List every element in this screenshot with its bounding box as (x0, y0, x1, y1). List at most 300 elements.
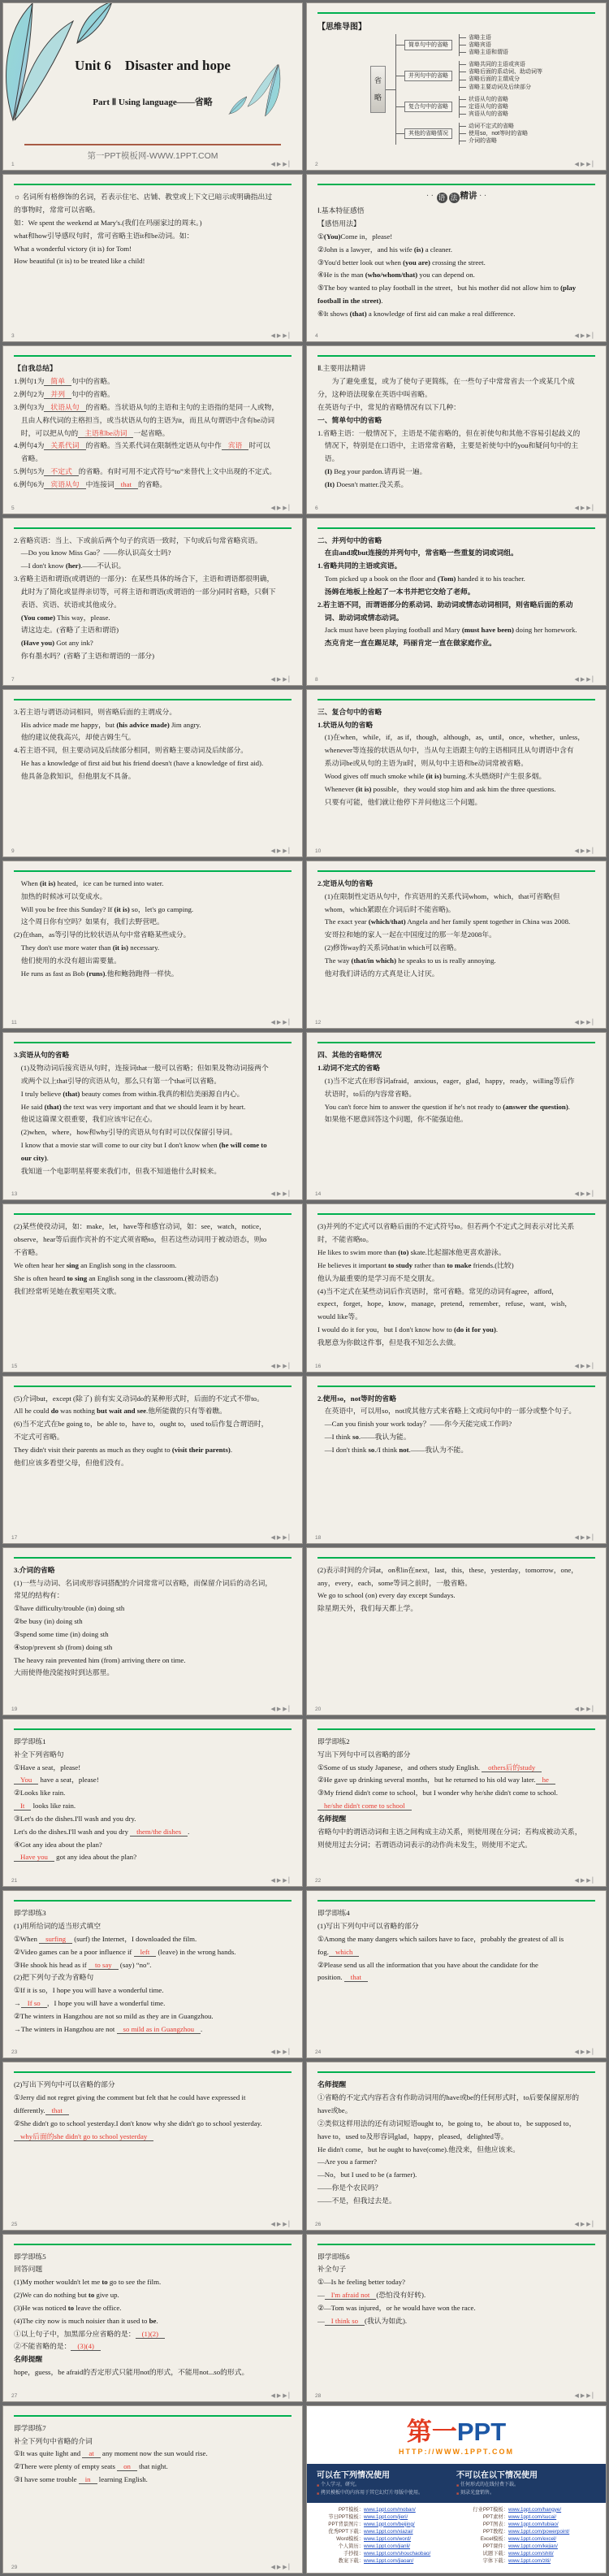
slide-body (3, 2077, 302, 2143)
text-segment: differently. (14, 2106, 45, 2115)
prev-slide-button[interactable]: ◀ (574, 2049, 581, 2056)
prev-slide-button[interactable]: ◀ (574, 161, 581, 168)
text-segment: (it is) (112, 943, 129, 952)
blank-answer: to say (89, 1961, 119, 1970)
text-line: —Are you a farmer? (317, 2158, 378, 2166)
text-line: 在英语中，可以用so，not或其他方式来省略上文或问句中的一部分或整个句子。 (317, 1407, 577, 1416)
prev-slide-button[interactable]: ◀ (574, 1877, 581, 1884)
text-line: 系动词be或从句的主语为it时，则从句中主语和be动词常被省略。 (317, 759, 529, 768)
last-slide-button[interactable]: ▶▏ (283, 1877, 295, 1884)
text-line: 不定式可省略。 (14, 1433, 64, 1442)
prev-slide-button[interactable]: ◀ (270, 504, 277, 511)
last-slide-button[interactable]: ▶▏ (586, 332, 598, 340)
text-line (317, 878, 595, 891)
next-slide-button[interactable]: ▶ (580, 2392, 587, 2399)
next-slide-button[interactable]: ▶ (276, 2563, 283, 2570)
slide-top-rule (317, 1213, 595, 1215)
footer-link-row (456, 2543, 601, 2550)
next-slide-button[interactable]: ▶ (580, 847, 587, 854)
prev-slide-button[interactable]: ◀ (270, 332, 277, 340)
last-slide-button[interactable]: ▶▏ (586, 504, 598, 511)
page-number: 10 (315, 848, 322, 854)
part-subtitle: Part Ⅱ Using language——省略 (93, 98, 213, 107)
text-segment: (You come) (20, 613, 56, 622)
last-slide-button[interactable]: ▶▏ (283, 2049, 295, 2056)
mindmap-label: 【思维导图】 (317, 23, 366, 32)
text-line (14, 479, 292, 492)
next-slide-button[interactable]: ▶ (580, 1533, 587, 1541)
text-line: (1)在when，while，if，as if，though，although，as，until，once，whether，unless， (317, 733, 585, 742)
footer-link-label: 优秀PPT下载： (328, 2528, 364, 2535)
text-segment: heated，ice can be turned into water. (55, 878, 164, 887)
text-line: ②Looks like rain. (14, 1789, 66, 1798)
next-slide-button[interactable]: ▶ (276, 2392, 283, 2399)
text-line (14, 2131, 292, 2144)
text-line (14, 388, 292, 401)
last-slide-button[interactable]: ▶▏ (283, 332, 295, 340)
text-line (317, 1800, 595, 1813)
text-segment: (Tom) (437, 575, 456, 583)
text-line (14, 1946, 292, 1959)
next-slide-button[interactable]: ▶ (580, 504, 587, 511)
blank-answer: others后的study (482, 1763, 542, 1772)
text-line: ①Jerry did not regret giving the comment but felt that he could have expressed it (14, 2093, 246, 2102)
prev-slide-button[interactable]: ◀ (574, 675, 581, 683)
prev-slide-button[interactable]: ◀ (270, 1190, 277, 1198)
footer-link[interactable]: www.1ppt.com/moban/ (364, 2506, 416, 2513)
next-slide-button[interactable]: ▶ (276, 1533, 283, 1541)
last-slide-button[interactable]: ▶▏ (283, 2392, 295, 2399)
text-line: 3.若主语与谓语动词相同，则省略后面的主谓成分。 (14, 707, 177, 716)
usage-item-text: 刻录光盘销售。 (460, 2490, 495, 2496)
root-char: 略 (374, 93, 382, 102)
text-segment: rather than (412, 1260, 447, 1269)
slide-top-rule (317, 870, 595, 872)
prev-slide-button[interactable]: ◀ (270, 2392, 277, 2399)
text-line (317, 1444, 595, 1457)
text-line (317, 955, 595, 968)
text-line: How beautiful (it is) to be treated like a child! (14, 257, 145, 266)
next-slide-button[interactable]: ▶ (580, 2220, 587, 2227)
text-line: 此时为了简化或显得亲切等，可将主语和谓语(或谓语的一部分)同时省略，只剩下 (14, 587, 276, 596)
text-segment: ⑥It shows (317, 309, 350, 318)
blank-answer: why后面的she didn't go to school yesterday (14, 2132, 153, 2141)
prev-slide-button[interactable]: ◀ (270, 1533, 277, 1541)
last-slide-button[interactable]: ▶▏ (586, 2049, 598, 2056)
slide-24 (306, 1890, 607, 2058)
text-line: hope，guess，be afraid的否定形式只能用not的形式，不能用not...so的形式。 (14, 2368, 249, 2377)
prev-slide-button[interactable]: ◀ (574, 2220, 581, 2227)
last-slide-button[interactable]: ▶▏ (586, 847, 598, 854)
prev-slide-button[interactable]: ◀ (574, 2392, 581, 2399)
next-slide-button[interactable]: ▶ (276, 161, 283, 168)
prev-slide-button[interactable]: ◀ (270, 1877, 277, 1884)
text-line (317, 308, 595, 321)
text-line (317, 1946, 595, 1959)
blank-answer: 宾语从句 (44, 480, 85, 489)
page-number: 20 (315, 1706, 322, 1712)
text-segment: 3.介词的省略 (14, 1565, 55, 1574)
next-slide-button[interactable]: ▶ (580, 1877, 587, 1884)
text-segment: (that) (44, 1102, 62, 1111)
slide-top-rule (317, 2071, 595, 2073)
branch-leaves (459, 61, 542, 90)
last-slide-button[interactable]: ▶▏ (283, 1362, 295, 1369)
last-slide-button[interactable]: ▶▏ (586, 1362, 598, 1369)
text-segment: —I think (317, 1433, 353, 1442)
slide-9 (2, 689, 303, 857)
text-line: observe，hear等后面作宾补的不定式须省略to，但若这些动词用于被动语态，则to (14, 1235, 267, 1244)
last-slide-button[interactable]: ▶▏ (586, 1877, 598, 1884)
slide-top-rule (14, 2415, 292, 2417)
text-segment: His advice made me happy，but (14, 720, 117, 729)
blank-answer: If so (21, 1999, 47, 2008)
text-line (317, 719, 595, 732)
leaf-node: 动词不定式的省略 (460, 123, 528, 130)
text-segment: ①It was quite light and (14, 2449, 83, 2458)
page-number: 9 (11, 848, 15, 854)
text-segment: ②Video games can be a poor influence if (14, 1947, 134, 1956)
text-segment: This way，please. (55, 613, 110, 622)
footer-link[interactable]: www.1ppt.com/tubiao/ (508, 2521, 559, 2527)
prev-slide-button[interactable]: ◀ (270, 675, 277, 683)
footer-link[interactable]: www.1ppt.com/shiti/ (508, 2551, 554, 2557)
text-segment: football in the street) (317, 296, 382, 305)
footer-link[interactable]: www.1ppt.com/hangye/ (508, 2506, 562, 2513)
text-line (14, 1800, 292, 1813)
text-segment: 名师提醒 (14, 2355, 43, 2364)
footer-link[interactable]: www.1ppt.com/kejian/ (508, 2543, 558, 2550)
last-slide-button[interactable]: ▶▏ (283, 1019, 295, 1026)
text-line: 你有墨水吗？(省略了主语和谓语的一部分) (14, 652, 155, 661)
text-line: 写出下列句中可以省略的部分 (317, 1750, 411, 1759)
text-segment: 1.例句1为 (14, 377, 45, 386)
text-line (317, 637, 595, 650)
leaf-node: 状语从句的省略 (460, 96, 508, 103)
last-slide-button[interactable]: ▶▏ (283, 1705, 295, 1712)
footer-link-row (312, 2506, 456, 2513)
prev-slide-button[interactable]: ◀ (574, 1362, 581, 1369)
text-line (317, 560, 595, 573)
text-segment (14, 639, 21, 647)
footer-link-row (312, 2550, 456, 2557)
text-line (317, 244, 595, 257)
text-line: ④Got any idea about the plan? (14, 1840, 102, 1849)
next-slide-button[interactable]: ▶ (276, 1877, 283, 1884)
text-segment: 汤姆在地板上捡起了一本书并把它交给了老师。 (317, 587, 475, 596)
text-segment: necessary. (128, 943, 160, 952)
prev-slide-button[interactable]: ◀ (270, 1019, 277, 1026)
text-line (317, 295, 595, 308)
text-segment: ③I have some trouble (14, 2475, 79, 2484)
text-line: 补全下列句中省略的介词 (14, 2436, 93, 2445)
last-slide-button[interactable]: ▶▏ (283, 504, 295, 511)
footer-link[interactable]: www.1ppt.com/xiazai/ (364, 2528, 413, 2535)
footer-link[interactable]: www.1ppt.com/ziti/ (508, 2558, 551, 2565)
slide-12 (306, 861, 607, 1029)
text-line (14, 1933, 292, 1946)
slide-body (307, 2077, 606, 2207)
prev-slide-button[interactable]: ◀ (270, 161, 277, 168)
text-segment: .他所能做的只有等着瞧。 (146, 1407, 227, 1416)
text-line: ②—Tom was injured，or he would have won the race. (317, 2303, 476, 2312)
text-segment: Tom picked up a book on the floor and (317, 575, 438, 583)
next-slide-button[interactable]: ▶ (580, 1362, 587, 1369)
next-slide-button[interactable]: ▶ (276, 504, 283, 511)
slide-nav (574, 505, 598, 511)
text-line: 在英语句子中，常见的省略情况有以下几种： (317, 402, 460, 411)
text-segment: an English song in the classroom.(被动语态) (87, 1273, 218, 1282)
footer-link-label: PPT课件： (482, 2543, 508, 2550)
slide-body (3, 1047, 302, 1177)
text-segment: (his advice made) (116, 720, 170, 729)
footer-link[interactable]: www.1ppt.com/beijing/ (364, 2521, 415, 2527)
text-segment: Beg your pardon.请再说一遍。 (332, 467, 427, 476)
text-segment: 2.定语从句的省略 (317, 878, 374, 887)
text-line: (2)在than，as等引导的比较状语从句中常省略某些成分。 (14, 930, 191, 939)
mindmap (307, 34, 606, 145)
usage-allowed-title: 可以在下列情况使用 (317, 2471, 390, 2481)
next-slide-button[interactable]: ▶ (276, 1019, 283, 1026)
text-segment: 的省略。 (138, 479, 167, 488)
text-segment: an English song in the classroom. (78, 1260, 177, 1269)
text-line (14, 560, 292, 573)
slide-5 (2, 345, 303, 514)
slide-nav (574, 1190, 598, 1197)
text-segment: They didn't visit their parents as much as they ought to (14, 1445, 172, 1454)
text-line: 表语、宾语、状语或其他成分。 (14, 600, 121, 609)
leaf-node: 定语从句的省略 (460, 103, 508, 111)
text-segment: She is often heard (14, 1273, 67, 1282)
next-slide-button[interactable]: ▶ (276, 2220, 283, 2227)
next-slide-button[interactable]: ▶ (276, 332, 283, 340)
prev-slide-button[interactable]: ◀ (270, 847, 277, 854)
footer-link[interactable]: www.1ppt.com/jiaoan/ (364, 2558, 414, 2565)
slide-10 (306, 689, 607, 857)
footer-link[interactable]: www.1ppt.com/jianli/ (364, 2543, 411, 2550)
text-segment: He said (14, 1102, 45, 1111)
prev-slide-button[interactable]: ◀ (574, 504, 581, 511)
text-segment: 杰克肯定一直在踢足球，玛丽肯定一直在做家庭作业。 (317, 639, 496, 648)
next-slide-button[interactable]: ▶ (276, 2049, 283, 2056)
text-segment: so (352, 1433, 359, 1442)
square-bullet-icon: ■ (456, 2491, 460, 2496)
text-segment: (1)My mother wouldn't let me (14, 2278, 102, 2287)
blank-answer: he/she didn't come to school (317, 1802, 412, 1811)
slide-nav (574, 1706, 598, 1712)
last-slide-button[interactable]: ▶▏ (283, 2563, 295, 2570)
text-segment: Will you be free this Sunday? If (14, 904, 114, 913)
next-slide-button[interactable]: ▶ (580, 1705, 587, 1712)
next-slide-button[interactable]: ▶ (580, 675, 587, 683)
text-line: have或be。 (317, 2106, 352, 2115)
prev-slide-button[interactable]: ◀ (574, 847, 581, 854)
slide-top-rule (317, 2244, 595, 2245)
page-number: 8 (315, 676, 318, 683)
page-number: 6 (315, 505, 318, 511)
text-segment: but wait and see (97, 1407, 147, 1416)
next-slide-button[interactable]: ▶ (580, 1190, 587, 1198)
last-slide-button[interactable]: ▶▏ (586, 2392, 598, 2399)
footer-link[interactable]: www.1ppt.com/word/ (364, 2536, 412, 2543)
slide-nav (270, 505, 295, 511)
last-slide-button[interactable]: ▶▏ (586, 2220, 598, 2227)
text-line: —Can you finish your work today？——你今天能完成工作吗? (317, 1420, 512, 1429)
slide-nav (574, 1019, 598, 1026)
text-segment: a cleaner. (423, 245, 452, 254)
next-slide-button[interactable]: ▶ (276, 675, 283, 683)
text-line: ☼ 名词所有格修饰的名词，若表示住宅、店铺、教堂或上下文已暗示或明确指出过 (14, 193, 273, 202)
mindmap-branches (395, 34, 542, 145)
text-line (14, 637, 292, 650)
leaf-node: 省略后面的主谓成分 (460, 76, 542, 83)
last-slide-button[interactable]: ▶▏ (283, 1533, 295, 1541)
page-number: 26 (315, 2221, 322, 2227)
text-segment: (to) (398, 1248, 409, 1257)
blank-answer: 简单 (44, 377, 71, 386)
last-slide-button[interactable]: ▶▏ (586, 161, 598, 168)
next-slide-button[interactable]: ▶ (580, 332, 587, 340)
text-line: any，every，each，some等词之前时，一般省略。 (317, 1578, 473, 1587)
usage-item-text: 任何形式的在线付费下载。 (460, 2483, 520, 2488)
last-slide-button[interactable]: ▶▏ (586, 675, 598, 683)
text-line (317, 624, 595, 637)
slide-nav (574, 2221, 598, 2227)
footer-links-right (456, 2506, 601, 2565)
leaf-node: 省略主语和谓语 (460, 49, 508, 56)
footer-link[interactable]: www.1ppt.com/excel/ (508, 2536, 557, 2543)
text-segment: 名师提醒 (317, 2080, 347, 2089)
footer-link-label: 行业PPT模板： (473, 2506, 508, 2513)
next-slide-button[interactable]: ▶ (276, 1190, 283, 1198)
text-line: 即学即练3 (14, 1909, 46, 1918)
footer-link-label: 试题下载： (482, 2551, 508, 2557)
page-number: 16 (315, 1363, 322, 1369)
footer-link[interactable]: www.1ppt.com/shouchaobao/ (364, 2551, 431, 2557)
prev-slide-button[interactable]: ◀ (270, 2049, 277, 2056)
text-segment: (visit their parents) (171, 1445, 231, 1454)
next-slide-button[interactable]: ▶ (580, 2049, 587, 2056)
usage-item (456, 2482, 596, 2490)
last-slide-button[interactable]: ▶▏ (586, 1533, 598, 1541)
last-slide-button[interactable]: ▶▏ (283, 1190, 295, 1198)
text-line: ④stop/prevent sb (from) doing sth (14, 1642, 113, 1651)
prev-slide-button[interactable]: ◀ (270, 2220, 277, 2227)
slide-body (3, 1563, 302, 1680)
text-line: ③spend some time (in) doing sth (14, 1629, 109, 1638)
slide-top-rule (14, 527, 292, 529)
text-line (14, 1444, 292, 1457)
text-segment: (it is) (40, 878, 56, 887)
usage-item-text: 拷贝模板中的内容用于其它幻灯片母版中使用。 (321, 2490, 424, 2496)
grammar-header (307, 189, 606, 203)
next-slide-button[interactable]: ▶ (276, 847, 283, 854)
text-segment: When (14, 878, 41, 887)
square-bullet-icon: ■ (456, 2483, 460, 2489)
text-line (317, 1062, 595, 1075)
footer-link[interactable]: www.1ppt.com/sucai/ (508, 2513, 557, 2520)
last-slide-button[interactable]: ▶▏ (283, 847, 295, 854)
text-line: 状语时，to后的内容常省略。 (317, 1089, 417, 1098)
prev-slide-button[interactable]: ◀ (270, 1362, 277, 1369)
text-line: (5)介词but，except (除了) 前有实义动词do的某种形式时，后面的不定式不带to。 (14, 1394, 264, 1403)
text-segment: All he could (14, 1407, 51, 1416)
slide-top-rule (317, 1728, 595, 1730)
text-segment: 的省略。当状语从句的主语和主句的主语指的是同一人或物， (85, 402, 279, 411)
next-slide-button[interactable]: ▶ (276, 1705, 283, 1712)
slide-18 (306, 1376, 607, 1544)
prev-slide-button[interactable]: ◀ (270, 1705, 277, 1712)
slide-body (307, 1906, 606, 1984)
text-line: 4.若主语不同，但主要动词及后续部分相同，则省略主要动词及后续部分。 (14, 746, 248, 755)
text-line: 他具备急救知识，但他朋友不具备。 (14, 771, 136, 780)
text-segment: 的省略。有时可用不定式符号“to”来替代上文中出现的不定式。 (78, 467, 277, 476)
slide-top-rule (14, 1557, 292, 1559)
text-line (317, 535, 595, 548)
next-slide-button[interactable]: ▶ (276, 1362, 283, 1369)
text-line: —Do you know Miss Gao？——你认识高女士吗? (14, 549, 171, 557)
slide-nav (574, 848, 598, 854)
page-number: 1 (11, 162, 15, 168)
prev-slide-button[interactable]: ◀ (270, 2563, 277, 2570)
text-line: (1)一些与动词、名词或形容词搭配的介词常常可以省略，而保留介词后的动名词， (14, 1578, 273, 1587)
grammar-header-text: 精讲 (460, 192, 477, 202)
mindmap-branch (396, 96, 542, 118)
text-line: ②Please send us all the information that you have about the candidate for the (317, 1960, 538, 1969)
text-line: 他的建议使我高兴，却使吉姆生气。 (14, 733, 136, 742)
last-slide-button[interactable]: ▶▏ (586, 1705, 598, 1712)
last-slide-button[interactable]: ▶▏ (283, 2220, 295, 2227)
slide-top-rule (14, 870, 292, 872)
last-slide-button[interactable]: ▶▏ (586, 1019, 598, 1026)
text-line: would like等。 (317, 1312, 362, 1321)
leaf-node: 使用so，not等时的省略 (460, 130, 528, 137)
footer-link[interactable]: www.1ppt.com/jieri/ (364, 2513, 408, 2520)
prev-slide-button[interactable]: ◀ (574, 1190, 581, 1198)
text-line (317, 257, 595, 270)
text-segment (14, 614, 21, 622)
last-slide-button[interactable]: ▶▏ (586, 1190, 598, 1198)
slide-top-rule (14, 1728, 292, 1730)
grammar-badge: 法 (449, 193, 460, 203)
text-segment: (it is) (356, 784, 372, 793)
text-line (14, 942, 292, 955)
slide-nav (270, 2392, 295, 2399)
last-slide-button[interactable]: ▶▏ (283, 161, 295, 168)
text-segment: ①以上句子中，加黑部分应省略的是： (14, 2329, 136, 2338)
prev-slide-button[interactable]: ◀ (574, 1533, 581, 1541)
slide-23 (2, 1890, 303, 2058)
text-segment: →The winters in Hangzhou are not (14, 2024, 117, 2033)
prev-slide-button[interactable]: ◀ (574, 332, 581, 340)
prev-slide-button[interactable]: ◀ (574, 1705, 581, 1712)
text-segment: 3.例句3为 (14, 402, 45, 411)
blank-answer: I'm afraid not (325, 2291, 377, 2300)
last-slide-button[interactable]: ▶▏ (283, 675, 295, 683)
text-segment: (do it for you) (453, 1325, 496, 1334)
text-segment: 句中的省略。 (71, 377, 114, 386)
text-line (14, 1405, 292, 1418)
text-line: 我愿意为你做这件事，但是我不知怎么去做。 (317, 1338, 460, 1347)
slide-body (307, 1047, 606, 1126)
slide-top-rule (317, 699, 595, 700)
next-slide-button[interactable]: ▶ (580, 161, 587, 168)
footer-link[interactable]: www.1ppt.com/powerpoint/ (508, 2528, 570, 2535)
footer-link-label: PPT模板： (338, 2506, 364, 2513)
next-slide-button[interactable]: ▶ (580, 1019, 587, 1026)
slide-body (3, 876, 302, 981)
prev-slide-button[interactable]: ◀ (574, 1019, 581, 1026)
